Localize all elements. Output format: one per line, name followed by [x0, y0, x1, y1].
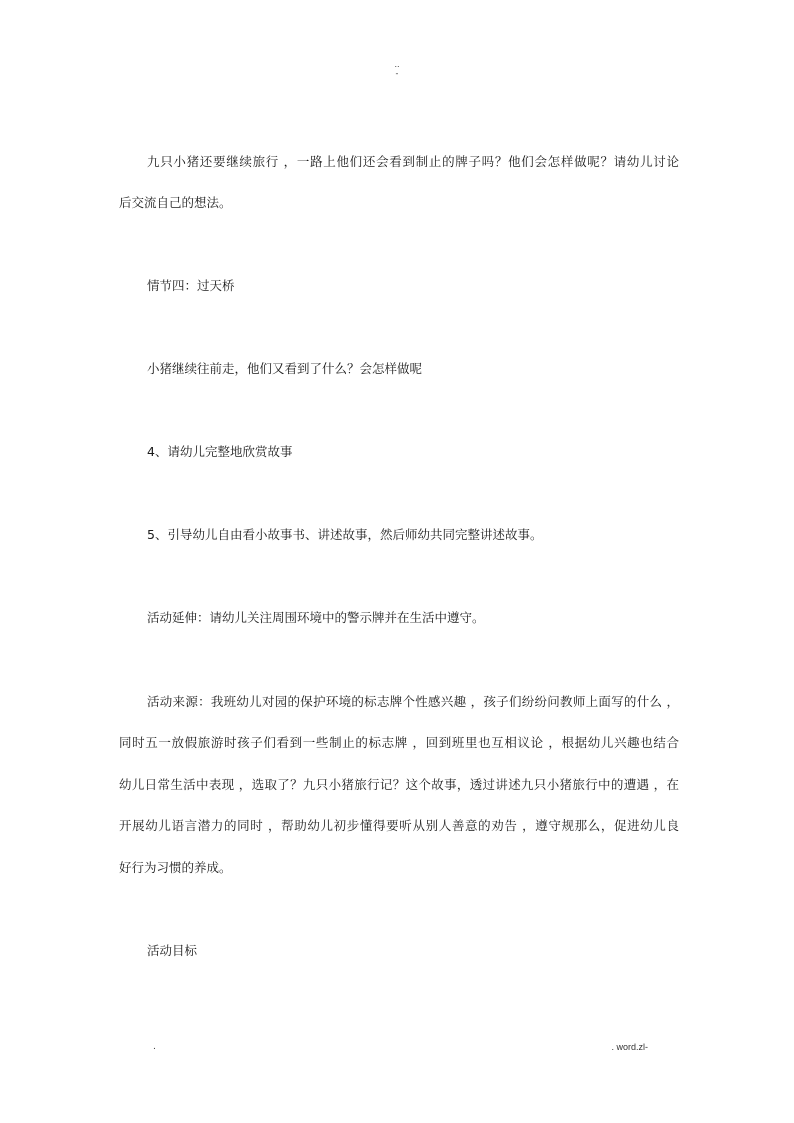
- footer-left-mark: .: [153, 1042, 156, 1052]
- paragraph-activity-source-line-2: 同时五一放假旅游时孩子们看到一些制止的标志牌 ，回到班里也互相议论 ，根据幼儿兴趣也结合: [119, 735, 679, 750]
- paragraph-activity-extension: 活动延伸：请幼儿关注周围环境中的警示牌并在生活中遵守。: [147, 610, 485, 625]
- footer-right-mark: . word.zl-: [611, 1042, 648, 1052]
- paragraph-activity-source-line-4: 开展幼儿语言潜力的同时 ，帮助幼儿初步懂得要听从别人善意的劝告 ，遵守规那么，促进幼儿良: [119, 818, 679, 833]
- paragraph-piglets-continue: 小猪继续往前走，他们又看到了什么？会怎样做呢: [147, 361, 423, 376]
- paragraph-step-5: 5、引导幼儿自由看小故事书、讲述故事，然后师幼共同完整讲述故事。: [147, 527, 543, 542]
- page-header-mark: [0, 60, 794, 78]
- header-mark-bottom: -: [395, 69, 399, 78]
- paragraph-activity-source-line-1: 活动来源：我班幼儿对园的保护环境的标志牌个性感兴趣 ，孩子们纷纷问教师上面写的什么 ，: [147, 694, 679, 709]
- paragraph-step-4: 4、请幼儿完整地欣赏故事: [147, 444, 293, 459]
- paragraph-activity-source-line-3: 幼儿日常生活中表现 ，选取了？九只小猪旅行记？这个故事，透过讲述九只小猪旅行中的遭遇 ，在: [119, 777, 679, 792]
- paragraph-1-line-2: 后交流自己的想法。: [119, 195, 232, 210]
- header-mark-top: ..: [394, 60, 400, 69]
- paragraph-activity-source-line-5: 好行为习惯的养成。: [119, 860, 232, 875]
- paragraph-1-line-1: 九只小猪还要继续旅行 ，一路上他们还会看到制止的牌子吗？他们会怎样做呢？请幼儿讨论: [147, 154, 679, 169]
- paragraph-episode-four: 情节四：过天桥: [147, 278, 235, 293]
- section-heading-activity-goals: 活动目标: [147, 943, 198, 958]
